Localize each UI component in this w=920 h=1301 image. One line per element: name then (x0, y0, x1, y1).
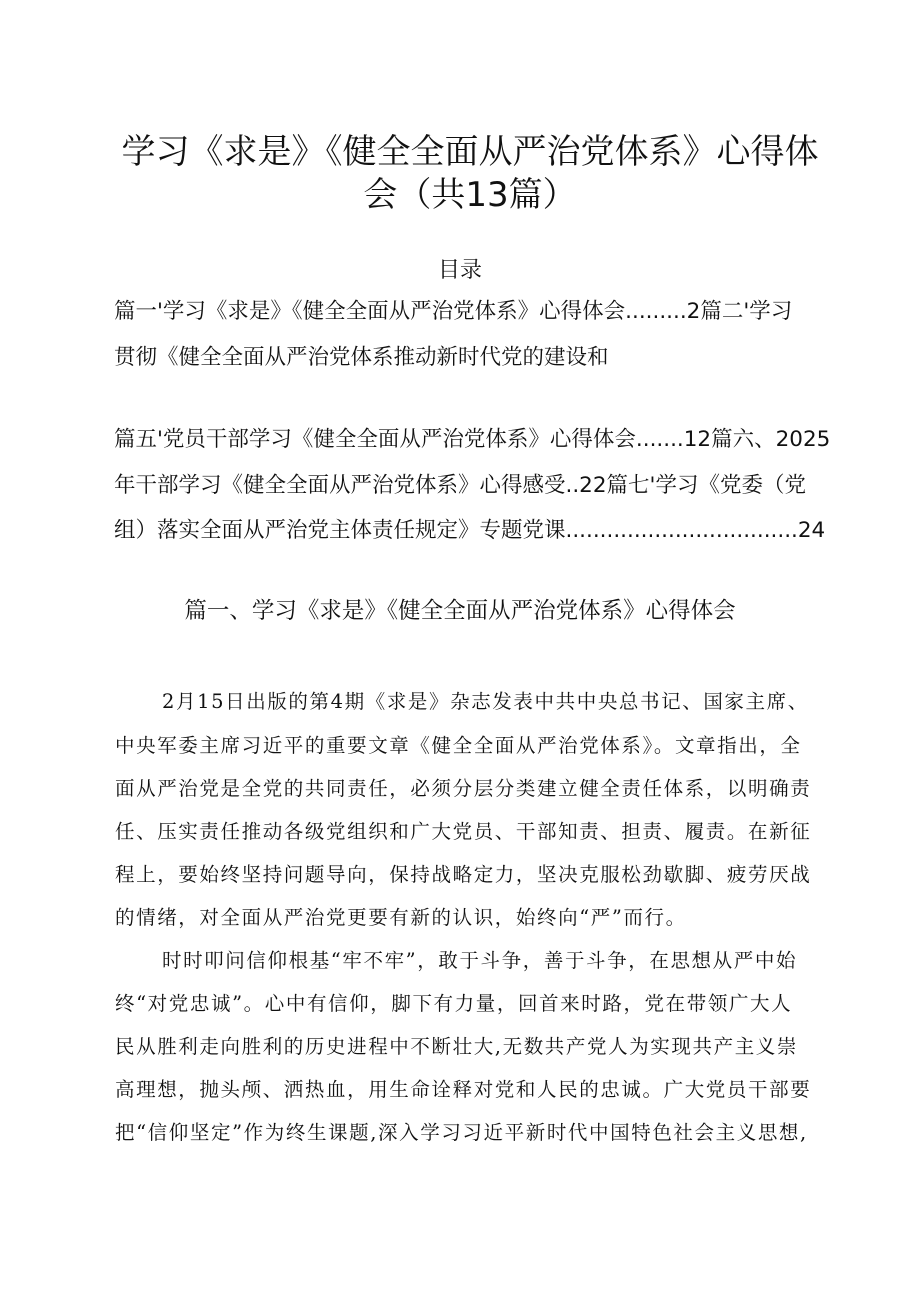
body-line-1: 2月15日出版的第4期《求是》杂志发表中共中央总书记、国家主席、 (162, 690, 809, 713)
body-line-9: 民从胜利走向胜利的历史进程中不断壮大,无数共产党人为实现共产主义崇 (115, 1035, 798, 1058)
body-line-5: 程上，要始终坚持问题导向，保持战略定力，坚决克服松劲歇脚、疲劳厌战 (115, 863, 812, 886)
body-line-8: 终“对党忠诚”。心中有信仰，脚下有力量，回首来时路，党在带领广大人 (115, 992, 793, 1015)
toc-line-5: 组）落实全面从严治党主体责任规定》专题党课..................................24 (114, 518, 826, 543)
body-line-11: 把“信仰坚定”作为终生课题,深入学习习近平新时代中国特色社会主义思想, (115, 1121, 808, 1144)
body-line-2: 中央军委主席习近平的重要文章《健全全面从严治党体系》。文章指出，全 (115, 734, 802, 757)
body-line-7: 时时叩问信仰根基“牢不牢”，敢于斗争，善于斗争，在思想从严中始 (162, 949, 798, 972)
body-line-3: 面从严治党是全党的共同责任，必须分层分类建立健全责任体系，以明确责 (115, 777, 812, 800)
toc-line-3: 篇五'党员干部学习《健全全面从严治党体系》心得体会.......12篇六、2025 (114, 427, 831, 452)
body-line-6: 的情绪，对全面从严治党更要有新的认识，始终向“严”而行。 (115, 906, 687, 929)
toc-heading: 目录 (437, 258, 482, 283)
toc-line-2: 贯彻《健全全面从严治党体系推动新时代党的建设和 (114, 345, 609, 370)
body-line-10: 高理想，抛头颅、洒热血，用生命诠释对党和人民的忠诚。广大党员干部要 (115, 1078, 812, 1101)
toc-line-4: 年干部学习《健全全面从严治党体系》心得感受..22篇七'学习《党委（党 (114, 473, 806, 498)
section-title: 篇一、学习《求是》《健全全面从严治党体系》心得体会 (184, 598, 736, 624)
document-title-line-1: 学习《求是》《健全全面从严治党体系》心得体 (121, 132, 819, 172)
body-line-4: 任、压实责任推动各级党组织和广大党员、干部知责、担责、履责。在新征 (115, 820, 812, 843)
document-title-line-2-text: 会（共13篇） (363, 175, 577, 215)
toc-line-1: 篇一'学习《求是》《健全全面从严治党体系》心得体会.........2篇二'学习 (114, 299, 793, 324)
